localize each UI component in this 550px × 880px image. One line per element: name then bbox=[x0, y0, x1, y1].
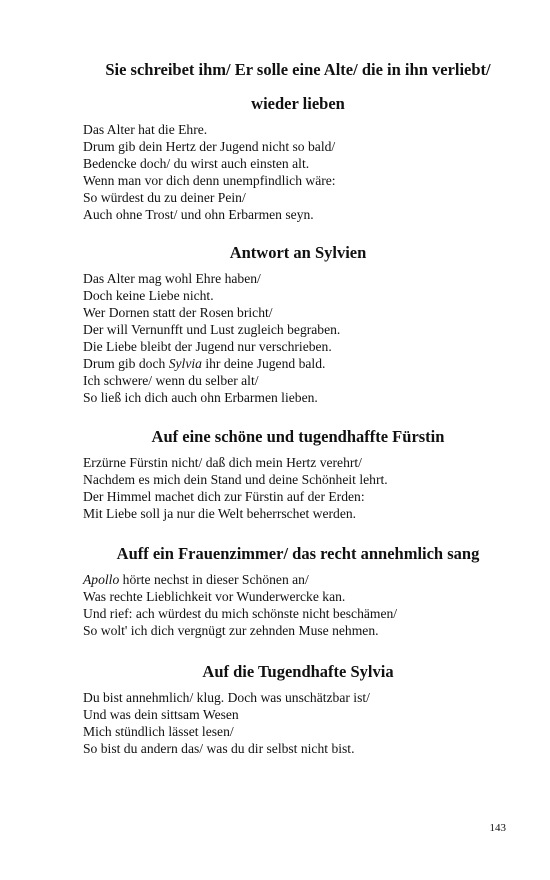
verse-line: Das Alter mag wohl Ehre haben/ bbox=[83, 271, 261, 286]
poem-1 bbox=[83, 53, 513, 223]
verse-line: Doch keine Liebe nicht. bbox=[83, 288, 214, 303]
verse-line: Der Himmel machet dich zur Fürstin auf der Erden: bbox=[83, 489, 365, 504]
verse-line: Erzürne Fürstin nicht/ daß dich mein Hertz verehrt/ bbox=[83, 455, 362, 470]
verse-line: Bedencke doch/ du wirst auch einsten alt. bbox=[83, 156, 310, 171]
poem-title: Auf eine schöne und tugendhaffte Fürstin bbox=[151, 427, 445, 446]
verse-line: Mit Liebe soll ja nur die Welt beherrschet werden. bbox=[83, 506, 357, 521]
verse-line: So würdest du zu deiner Pein/ bbox=[83, 190, 246, 205]
verse-line: So ließ ich dich auch ohn Erbarmen lieben. bbox=[83, 390, 318, 405]
poem-title-line: Sie schreibet ihm/ Er solle eine Alte/ die in ihn verliebt/ bbox=[105, 60, 491, 79]
verse-line: Wenn man vor dich denn unempfindlich wäre: bbox=[83, 173, 336, 188]
verse-line: So wolt' ich dich vergnügt zur zehnden Muse nehmen. bbox=[83, 623, 379, 638]
verse-line: So bist du andern das/ was du dir selbst nicht bist. bbox=[83, 741, 355, 756]
verse-line: Nachdem es mich dein Stand und deine Schönheit lehrt. bbox=[83, 472, 388, 487]
verse-line: Auch ohne Trost/ und ohn Erbarmen seyn. bbox=[83, 207, 314, 222]
poem-title-line: wieder lieben bbox=[251, 94, 345, 113]
verse-line: Mich stündlich lässet lesen/ bbox=[83, 724, 234, 739]
verse-line: Der will Vernunfft und Lust zugleich begraben. bbox=[83, 322, 341, 337]
poem-body bbox=[83, 121, 513, 223]
verse-line: Drum gib dein Hertz der Jugend nicht so bald/ bbox=[83, 139, 336, 154]
poem-title: Antwort an Sylvien bbox=[229, 243, 367, 262]
verse-line: Wer Dornen statt der Rosen bricht/ bbox=[83, 305, 273, 320]
poem-body bbox=[83, 454, 513, 522]
verse-line: Das Alter hat die Ehre. bbox=[83, 122, 208, 137]
verse-line: Die Liebe bleibt der Jugend nur verschrieben. bbox=[83, 339, 332, 354]
poem-body bbox=[83, 270, 513, 406]
poem-5 bbox=[83, 655, 513, 757]
verse-line: Du bist annehmlich/ klug. Doch was unschätzbar ist/ bbox=[83, 690, 370, 705]
verse-line: Apollo hörte nechst in dieser Schönen an/ bbox=[83, 572, 309, 587]
poem-2 bbox=[83, 236, 513, 406]
poem-3 bbox=[83, 420, 513, 522]
italic-name: Apollo bbox=[83, 572, 120, 587]
verse-line: Was rechte Lieblichkeit vor Wunderwercke kan. bbox=[83, 589, 346, 604]
verse-line: Und was dein sittsam Wesen bbox=[83, 707, 239, 722]
poem-title: Auf die Tugendhafte Sylvia bbox=[202, 662, 394, 681]
page-number: 143 bbox=[489, 822, 506, 834]
verse-line: Drum gib doch Sylvia ihr deine Jugend bald. bbox=[83, 356, 326, 371]
verse-line: Und rief: ach würdest du mich schönste nicht beschämen/ bbox=[83, 606, 398, 621]
poem-4 bbox=[83, 537, 513, 639]
poem-body bbox=[83, 689, 513, 757]
poem-title: Auff ein Frauenzimmer/ das recht annehmlich sang bbox=[116, 544, 480, 563]
poem-title bbox=[83, 53, 513, 121]
poem-body bbox=[83, 571, 513, 639]
verse-line: Ich schwere/ wenn du selber alt/ bbox=[83, 373, 259, 388]
italic-name: Sylvia bbox=[168, 356, 202, 371]
